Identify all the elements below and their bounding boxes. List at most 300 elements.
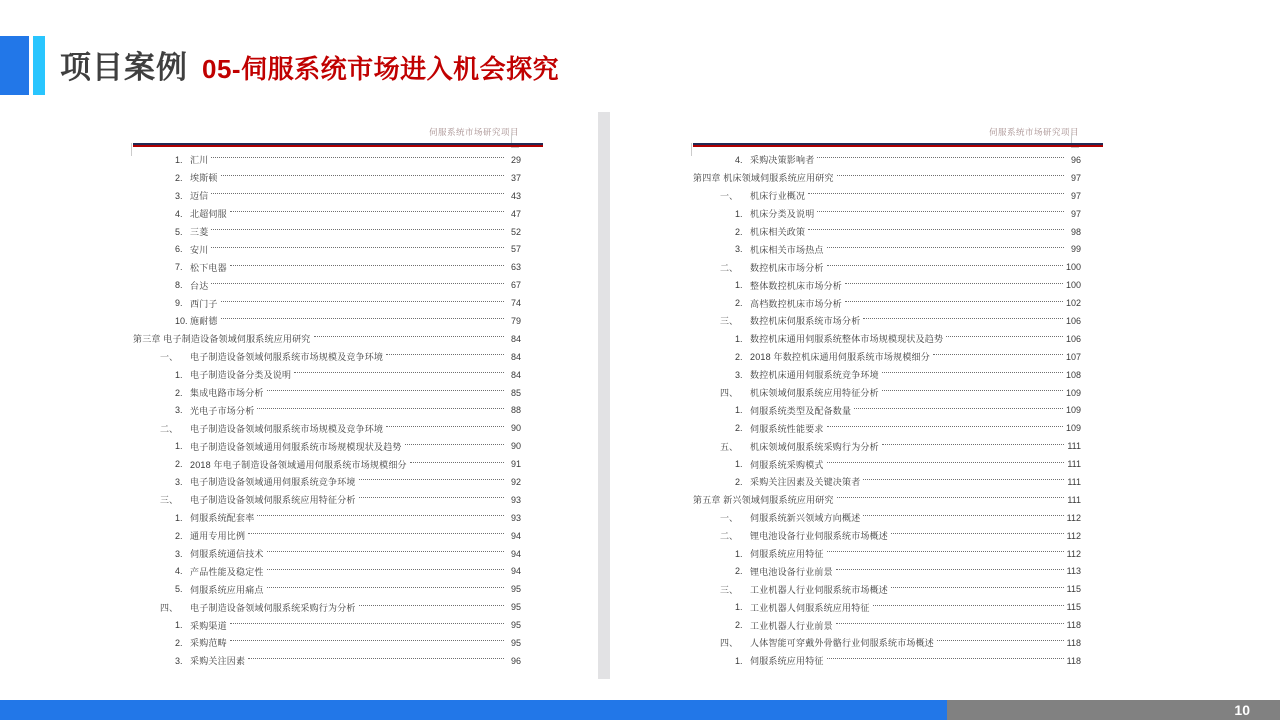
toc-entry-title: 松下电器	[190, 262, 227, 273]
toc-entry-label: 2.	[175, 387, 183, 398]
toc-entry-label: 4.	[735, 154, 743, 165]
toc-entry	[693, 384, 1081, 402]
toc-entry	[133, 634, 521, 652]
toc-page-number: 99	[1070, 244, 1081, 255]
toc-page-number: 47	[510, 208, 521, 219]
toc-entry	[133, 276, 521, 294]
toc-leader-dots	[827, 265, 1063, 266]
toc-entry-title: 机床相关市场热点	[750, 244, 824, 255]
toc-page-number: 94	[510, 548, 521, 559]
toc-entry-label: 5.	[175, 226, 183, 237]
toc-entry-title: 采购决策影响者	[750, 155, 815, 166]
toc-leader-dots	[211, 247, 504, 248]
toc-page-number: 109	[1065, 405, 1081, 416]
toc-entry-title: 伺服系统应用特征	[750, 656, 824, 667]
toc-entry-title: 采购关注因素及关键决策者	[750, 477, 861, 488]
toc-leader-dots	[845, 283, 1063, 284]
toc-entry-label: 2.	[735, 226, 743, 237]
toc-entry-title: 机床相关政策	[750, 227, 806, 237]
footer-bar-blue	[0, 700, 947, 720]
toc-entry	[693, 366, 1081, 384]
toc-page-number: 91	[510, 459, 521, 470]
toc-leader-dots	[836, 569, 1064, 570]
toc-leader-dots	[845, 301, 1063, 302]
toc-entry-label: 2.	[735, 351, 743, 362]
toc-entry-title: 机床领域伺服系统采购行为分析	[750, 441, 879, 452]
toc-entry-label: 7.	[175, 262, 183, 273]
toc-page-number: 84	[510, 369, 521, 380]
toc-entry	[693, 455, 1081, 473]
title-accent-bar-blue	[0, 36, 29, 95]
toc-leader-dots	[359, 479, 504, 480]
toc-entry-label: 1.	[735, 333, 743, 344]
toc-entry-title: 锂电池设备行业前景	[750, 566, 833, 577]
toc-entry-title: 电子制造设备分类及说明	[190, 370, 292, 381]
toc-entry-title: 西门子	[190, 298, 218, 309]
toc-entry	[693, 473, 1081, 491]
toc-entry	[133, 240, 521, 258]
toc-entry-title: 伺服系统通信技术	[190, 549, 264, 560]
toc-entry-title: 电子制造设备领域通用伺服系统市场规模现状及趋势	[190, 441, 402, 452]
toc-entry-label: 三、	[160, 495, 179, 506]
toc-entry-title: 通用专用比例	[190, 531, 246, 542]
toc-entry	[133, 473, 521, 491]
toc-entry-title: 伺服系统性能要求	[750, 423, 824, 434]
toc-entry-label: 3.	[175, 655, 183, 666]
toc-leader-dots	[863, 318, 1063, 319]
toc-entry	[693, 616, 1081, 634]
toc-entry	[693, 151, 1081, 169]
header-rule	[693, 143, 1103, 147]
toc-entry	[693, 419, 1081, 437]
toc-entry	[133, 545, 521, 563]
toc-entry-label: 10.	[175, 315, 188, 326]
toc-entry-label: 2.	[735, 476, 743, 487]
toc-entry-label: 1.	[735, 655, 743, 666]
toc-entry-label: 三、	[720, 316, 739, 327]
toc-entry	[693, 187, 1081, 205]
toc-entry-label: 二、	[720, 262, 739, 273]
toc-entry-title: 伺服系统配套率	[190, 513, 255, 524]
toc-entry-title: 伺服系统新兴领域方向概述	[750, 513, 861, 524]
toc-page-number: 118	[1066, 620, 1081, 631]
slide-title	[60, 42, 559, 87]
toc-entry	[693, 294, 1081, 312]
toc-leader-dots	[863, 479, 1064, 480]
toc-entry-title: 采购渠道	[190, 620, 227, 631]
toc-entry-label: 6.	[175, 244, 183, 255]
toc-entry-label: 2.	[175, 637, 183, 648]
toc-entry	[133, 509, 521, 527]
toc-page-number: 115	[1066, 584, 1081, 595]
toc-page-number: 94	[510, 566, 521, 577]
toc-leader-dots	[267, 587, 504, 588]
toc-leader-dots	[817, 157, 1064, 158]
toc-entry	[693, 634, 1081, 652]
toc-entry-label: 3.	[175, 476, 183, 487]
toc-leader-dots	[230, 265, 504, 266]
toc-entry-title: 2018 年数控机床通用伺服系统市场规模细分	[750, 352, 930, 363]
toc-leader-dots	[891, 587, 1064, 588]
toc-entry-label: 1.	[735, 602, 743, 613]
toc-entry-title: 锂电池设备行业伺服系统市场概述	[750, 531, 889, 542]
toc-leader-dots	[221, 175, 504, 176]
header-rule-red	[133, 145, 543, 147]
toc-entry-title: 2018 年电子制造设备领域通用伺服系统市场规模细分	[190, 459, 407, 470]
toc-page-number: 95	[510, 637, 521, 648]
header-rule-red	[693, 145, 1103, 147]
toc-page-number: 95	[510, 584, 521, 595]
toc-entry-title: 电子制造设备领域伺服系统应用特征分析	[190, 495, 356, 506]
toc-entry-title: 第四章 机床领域伺服系统应用研究	[693, 173, 834, 184]
toc-entry-title: 光电子市场分析	[190, 405, 255, 416]
toc-page-number: 74	[510, 298, 521, 309]
toc-entry-label: 1.	[735, 405, 743, 416]
toc-entry-label: 四、	[160, 602, 179, 613]
toc-entry-label: 2.	[735, 298, 743, 309]
page-header	[693, 122, 1103, 151]
toc-page-number: 97	[1070, 190, 1081, 201]
toc-leader-dots	[873, 605, 1064, 606]
toc-entry	[693, 598, 1081, 616]
toc-entry-title: 迈信	[190, 191, 209, 202]
toc-entry-title: 埃斯顿	[190, 173, 218, 184]
toc-entry-label: 2.	[175, 530, 183, 541]
toc-leader-dots	[836, 623, 1064, 624]
toc-entry-label: 三、	[720, 584, 739, 595]
toc-entry	[693, 509, 1081, 527]
toc-entry-label: 1.	[175, 369, 183, 380]
toc-leader-dots	[882, 444, 1064, 445]
toc-leader-dots	[827, 551, 1064, 552]
toc-entry-label: 2.	[735, 566, 743, 577]
toc-entry-title: 电子制造设备领域伺服系统采购行为分析	[190, 602, 356, 613]
toc-entry-label: 4.	[175, 208, 183, 219]
toc-leader-dots	[891, 533, 1064, 534]
toc-entry-label: 2.	[175, 459, 183, 470]
toc-entry	[133, 330, 521, 348]
toc-entry	[133, 223, 521, 241]
toc-page-number: 94	[510, 530, 521, 541]
toc-leader-dots	[386, 426, 504, 427]
toc-page-number: 92	[510, 476, 521, 487]
toc-leader-dots	[359, 605, 504, 606]
toc-page-number: 43	[510, 190, 521, 201]
toc-entry-label: 1.	[175, 441, 183, 452]
toc-entry-title: 采购关注因素	[190, 656, 246, 667]
toc-entry	[693, 205, 1081, 223]
toc-entry-title: 机床领域伺服系统应用特征分析	[750, 388, 879, 399]
toc-entry-title: 工业机器人伺服系统应用特征	[750, 602, 870, 613]
toc-entry-title: 电子制造设备领域通用伺服系统竞争环境	[190, 477, 356, 488]
toc-entry-title: 台达	[190, 280, 209, 291]
toc-entry	[693, 437, 1081, 455]
toc-leader-dots	[257, 408, 504, 409]
toc-entry	[693, 240, 1081, 258]
toc-page-number: 84	[510, 333, 521, 344]
toc-page-number: 29	[510, 154, 521, 165]
toc-entry	[133, 616, 521, 634]
toc-entry-title: 高档数控机床市场分析	[750, 298, 843, 309]
toc-entry-label: 4.	[175, 566, 183, 577]
toc-entry-title: 机床分类及说明	[750, 209, 815, 220]
toc-page-number: 100	[1065, 280, 1081, 291]
slide-title-main: 05-伺服系统市场进入机会探究	[202, 54, 560, 84]
toc-entry	[133, 580, 521, 598]
page-header-text: 伺服系统市场研究项目	[988, 127, 1079, 137]
toc-entry-title: 电子制造设备领域伺服系统市场规模及竞争环境	[190, 423, 384, 434]
toc-leader-dots	[410, 462, 504, 463]
toc-page-number: 67	[510, 280, 521, 291]
toc-page-number: 97	[1070, 172, 1081, 183]
toc-entry-title: 施耐德	[190, 316, 218, 327]
toc-leader-dots	[837, 175, 1064, 176]
toc-entry	[133, 652, 521, 670]
page-header	[133, 122, 543, 151]
toc-leader-dots	[248, 533, 504, 534]
toc-entry-title: 安川	[190, 244, 209, 255]
toc-entry	[133, 527, 521, 545]
toc-page-number: 37	[510, 172, 521, 183]
toc-leader-dots	[359, 497, 504, 498]
toc-entry	[693, 348, 1081, 366]
toc-page-number: 107	[1065, 351, 1081, 362]
toc-entry	[693, 312, 1081, 330]
toc-entry-label: 一、	[720, 513, 739, 524]
toc-page-number: 111	[1067, 459, 1081, 470]
toc-page-number: 106	[1065, 315, 1081, 326]
toc-entry-title: 数控机床通用伺服系统整体市场规模现状及趋势	[750, 334, 944, 345]
toc-entry-label: 2.	[735, 620, 743, 631]
toc-page-number: 111	[1067, 494, 1081, 505]
toc-leader-dots	[221, 301, 504, 302]
toc-leader-dots	[937, 640, 1064, 641]
toc-entry-title: 汇川	[190, 155, 209, 166]
toc-page-number: 113	[1066, 566, 1081, 577]
toc-entry-label: 1.	[735, 208, 743, 219]
toc-page-number: 109	[1065, 423, 1081, 434]
toc-page-number: 115	[1066, 602, 1081, 613]
toc-entry	[693, 276, 1081, 294]
toc-page-number: 88	[510, 405, 521, 416]
toc-entry	[693, 580, 1081, 598]
toc-entry-title: 产品性能及稳定性	[190, 566, 264, 577]
toc-entry	[133, 169, 521, 187]
toc-entry	[693, 169, 1081, 187]
toc-leader-dots	[221, 318, 504, 319]
toc-leader-dots	[386, 354, 504, 355]
toc-leader-dots	[854, 408, 1063, 409]
toc-entry-label: 一、	[720, 191, 739, 202]
toc-page-number: 95	[510, 602, 521, 613]
toc-entry	[693, 562, 1081, 580]
toc-entry-label: 二、	[720, 531, 739, 542]
toc-page-number: 106	[1065, 333, 1081, 344]
toc-entry-label: 8.	[175, 280, 183, 291]
toc-entry	[133, 187, 521, 205]
slide-page-number: 10	[1234, 702, 1250, 718]
toc-entry-title: 数控机床伺服系统市场分析	[750, 316, 861, 327]
toc-leader-dots	[827, 462, 1064, 463]
toc-entry-title: 集成电路市场分析	[190, 388, 264, 399]
toc-page-number: 97	[1070, 208, 1081, 219]
toc-entry	[133, 419, 521, 437]
toc-page-number: 96	[510, 655, 521, 666]
toc-page-number: 79	[510, 315, 521, 326]
toc-entry-title: 伺服系统应用特征	[750, 549, 824, 560]
toc-entry	[693, 652, 1081, 670]
toc-entry	[133, 401, 521, 419]
toc-entry-label: 3.	[175, 548, 183, 559]
toc-entry	[133, 151, 521, 169]
toc-entry-title: 三菱	[190, 227, 209, 237]
toc-page-number: 118	[1066, 655, 1081, 666]
toc-entry-label: 3.	[735, 369, 743, 380]
toc-leader-dots	[211, 157, 504, 158]
toc-page-number: 111	[1067, 476, 1081, 487]
toc-entry	[133, 366, 521, 384]
toc-entry	[133, 348, 521, 366]
toc-entry	[133, 598, 521, 616]
toc-entry-label: 5.	[175, 584, 183, 595]
toc-leader-dots	[837, 497, 1064, 498]
toc-page-number: 93	[510, 512, 521, 523]
toc-page-number: 98	[1070, 226, 1081, 237]
toc-entry-title: 机床行业概况	[750, 191, 806, 202]
toc-entry	[693, 258, 1081, 276]
toc-leader-dots	[267, 569, 504, 570]
toc-page-number: 102	[1065, 298, 1081, 309]
toc-page-number: 63	[510, 262, 521, 273]
toc-entry-label: 四、	[720, 388, 739, 399]
title-accent-bar-cyan	[33, 36, 45, 95]
document-page-left	[133, 122, 543, 680]
toc-leader-dots	[211, 283, 504, 284]
toc-leader-dots	[267, 551, 504, 552]
toc-entry-title: 伺服系统采购模式	[750, 459, 824, 470]
toc-page-number: 118	[1066, 637, 1081, 648]
toc-entry-label: 2.	[175, 172, 183, 183]
toc-entry-title: 伺服系统应用痛点	[190, 584, 264, 595]
toc-entry-label: 四、	[720, 638, 739, 649]
toc-entry-title: 数控机床通用伺服系统竞争环境	[750, 370, 879, 381]
toc-page-number: 90	[510, 423, 521, 434]
page-divider-strip[interactable]	[598, 112, 610, 679]
toc-entry-label: 9.	[175, 298, 183, 309]
toc-entry	[693, 330, 1081, 348]
toc-entry-label: 1.	[175, 620, 183, 631]
toc-entry	[133, 205, 521, 223]
toc-leader-dots	[882, 390, 1063, 391]
toc-entry	[133, 491, 521, 509]
toc-page-number: 96	[1070, 154, 1081, 165]
toc-entry	[133, 312, 521, 330]
toc-page-number: 112	[1066, 512, 1081, 523]
toc-entry-title: 电子制造设备领域伺服系统市场规模及竞争环境	[190, 352, 384, 363]
toc-entry-title: 整体数控机床市场分析	[750, 280, 843, 291]
toc-entry-title: 工业机器人行业前景	[750, 620, 833, 631]
toc-page-number: 112	[1066, 530, 1081, 541]
toc-entry-label: 1.	[735, 280, 743, 291]
toc-entry-title: 人体智能可穿戴外骨骼行业伺服系统市场概述	[750, 638, 935, 649]
toc-entry-label: 1.	[175, 154, 183, 165]
toc-page-number: 57	[510, 244, 521, 255]
toc-entry	[693, 223, 1081, 241]
toc-leader-dots	[211, 229, 504, 230]
toc-entry-label: 3.	[175, 405, 183, 416]
toc-entry-label: 五、	[720, 441, 739, 452]
toc-entry	[133, 437, 521, 455]
toc-entry-label: 1.	[735, 459, 743, 470]
toc-leader-dots	[933, 354, 1063, 355]
toc-page-number: 112	[1066, 548, 1081, 559]
toc-entry-label: 二、	[160, 423, 179, 434]
page-header-text: 伺服系统市场研究项目	[428, 127, 519, 137]
toc-entry-label: 3.	[175, 190, 183, 201]
toc-list-right	[693, 151, 1103, 670]
footer-bar-gray	[947, 700, 1280, 720]
toc-leader-dots	[294, 372, 504, 373]
toc-page-number: 85	[510, 387, 521, 398]
toc-list-left	[133, 151, 543, 670]
margin-tick-left	[131, 143, 132, 156]
toc-entry-title: 第三章 电子制造设备领域伺服系统应用研究	[133, 334, 311, 345]
toc-entry-title: 工业机器人行业伺服系统市场概述	[750, 584, 889, 595]
toc-leader-dots	[946, 336, 1063, 337]
toc-leader-dots	[808, 193, 1064, 194]
toc-leader-dots	[863, 515, 1063, 516]
toc-entry	[693, 527, 1081, 545]
toc-page-number: 95	[510, 620, 521, 631]
toc-leader-dots	[211, 193, 504, 194]
toc-leader-dots	[230, 623, 504, 624]
toc-leader-dots	[267, 390, 504, 391]
toc-entry-title: 数控机床市场分析	[750, 262, 824, 273]
slide-title-prefix: 项目案例	[60, 50, 188, 85]
toc-leader-dots	[257, 515, 504, 516]
toc-page-number: 52	[510, 226, 521, 237]
toc-entry	[693, 401, 1081, 419]
toc-leader-dots	[827, 658, 1064, 659]
toc-entry-label: 2.	[735, 423, 743, 434]
toc-entry	[133, 294, 521, 312]
toc-page-number: 108	[1065, 369, 1081, 380]
header-rule	[133, 143, 543, 147]
toc-entry-title: 伺服系统类型及配备数量	[750, 405, 852, 416]
toc-entry-title: 第五章 新兴领域伺服系统应用研究	[693, 495, 834, 506]
toc-leader-dots	[808, 229, 1064, 230]
toc-entry-title: 北超伺服	[190, 209, 227, 220]
toc-leader-dots	[405, 444, 504, 445]
toc-page-number: 109	[1065, 387, 1081, 398]
toc-page-number: 93	[510, 494, 521, 505]
toc-page-number: 111	[1067, 441, 1081, 452]
toc-entry-label: 1.	[175, 512, 183, 523]
toc-entry-title: 采购范畴	[190, 638, 227, 649]
toc-leader-dots	[882, 372, 1063, 373]
toc-leader-dots	[827, 426, 1063, 427]
toc-entry-label: 3.	[735, 244, 743, 255]
toc-leader-dots	[827, 247, 1064, 248]
toc-entry-label: 一、	[160, 352, 179, 363]
toc-leader-dots	[230, 211, 504, 212]
toc-entry-label: 1.	[735, 548, 743, 559]
toc-leader-dots	[248, 658, 504, 659]
document-page-right	[693, 122, 1103, 680]
toc-leader-dots	[230, 640, 504, 641]
toc-page-number: 84	[510, 351, 521, 362]
toc-page-number: 90	[510, 441, 521, 452]
